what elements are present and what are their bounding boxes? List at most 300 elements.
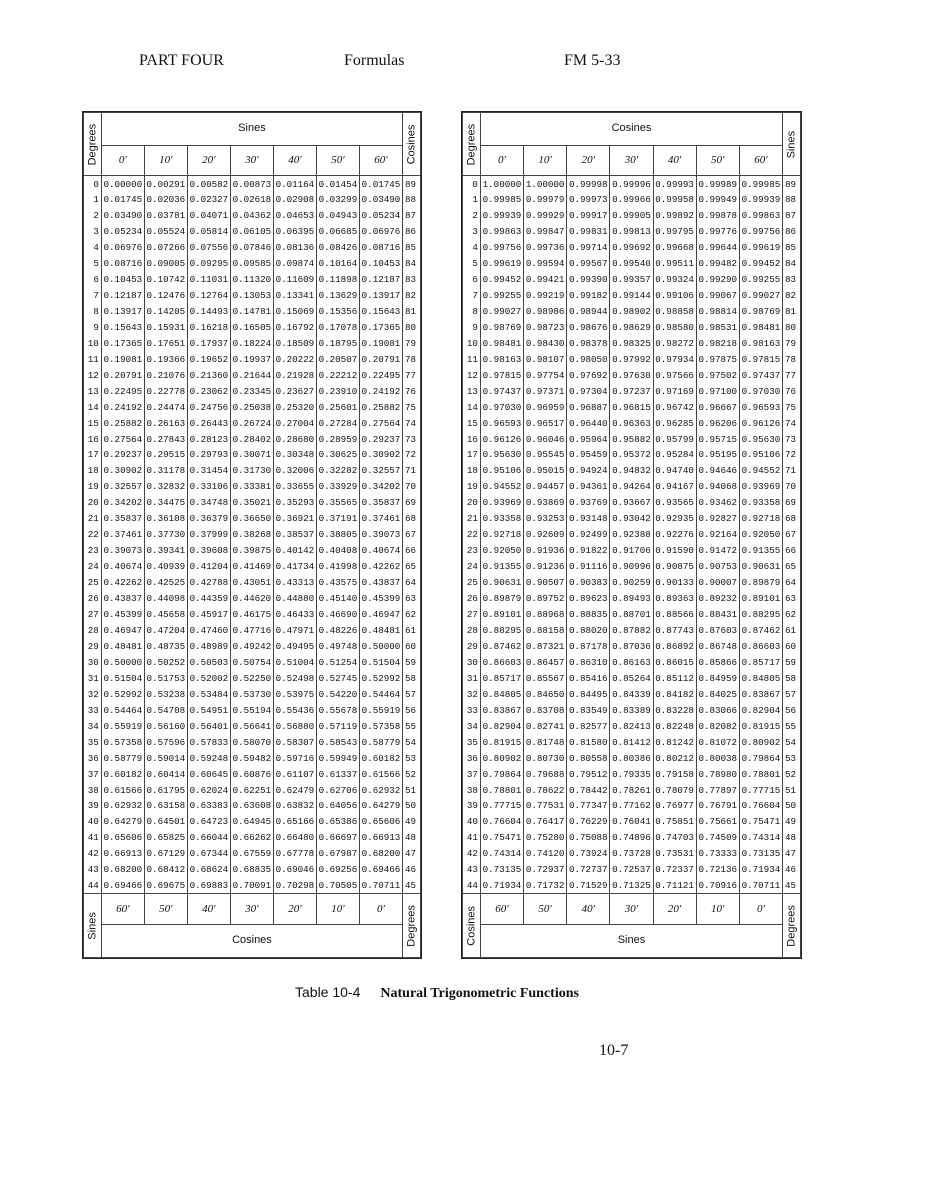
table-cell: 0.09874 xyxy=(273,256,316,272)
table-cell: 0.99182 xyxy=(567,288,610,304)
table-caption xyxy=(295,984,579,1002)
row-complement-degree: 47 xyxy=(403,846,421,862)
table-cell: 0.78980 xyxy=(696,766,739,782)
part-label: PART FOUR xyxy=(139,52,224,69)
table-cell: 0.12187 xyxy=(101,288,144,304)
row-complement-degree: 58 xyxy=(783,670,801,686)
table-row xyxy=(463,798,801,814)
table-cell: 0.67344 xyxy=(187,846,230,862)
table-cell: 0.32006 xyxy=(273,463,316,479)
table-cell: 0.03490 xyxy=(101,208,144,224)
table-cell: 0.66913 xyxy=(359,830,402,846)
table-row xyxy=(463,304,801,320)
table-cell: 0.25601 xyxy=(316,399,359,415)
table-cell: 0.98481 xyxy=(480,335,523,351)
table-cell: 0.85717 xyxy=(739,655,782,671)
table-cell: 0.95106 xyxy=(739,447,782,463)
row-degree: 8 xyxy=(84,304,102,320)
table-cell: 0.99756 xyxy=(480,240,523,256)
table-cell: 0.48735 xyxy=(144,639,187,655)
column-header: 20′ xyxy=(187,145,230,176)
table-cell: 0.53238 xyxy=(144,686,187,702)
table-cell: 0.80386 xyxy=(610,750,653,766)
table-cell: 0.53730 xyxy=(230,686,273,702)
column-header: 0′ xyxy=(480,145,523,176)
table-row xyxy=(463,192,801,208)
row-degree: 10 xyxy=(463,335,481,351)
table-cell: 0.96126 xyxy=(480,431,523,447)
table-cell: 0.51753 xyxy=(144,670,187,686)
row-complement-degree: 71 xyxy=(403,463,421,479)
table-cell: 0.81580 xyxy=(567,734,610,750)
table-cell: 0.12764 xyxy=(187,288,230,304)
table-cell: 0.88431 xyxy=(696,607,739,623)
table-cell: 0.99996 xyxy=(610,176,653,192)
row-degree: 36 xyxy=(84,750,102,766)
table-cell: 0.90383 xyxy=(567,575,610,591)
table-cell: 0.99939 xyxy=(480,208,523,224)
table-cell: 0.34202 xyxy=(101,495,144,511)
table-cell: 0.32282 xyxy=(316,463,359,479)
table-cell: 0.74703 xyxy=(653,830,696,846)
table-cell: 0.01745 xyxy=(101,192,144,208)
table-cell: 0.99795 xyxy=(653,224,696,240)
table-cell: 0.29237 xyxy=(101,447,144,463)
table-cell: 0.95015 xyxy=(524,463,567,479)
row-complement-degree: 73 xyxy=(403,431,421,447)
table-cell: 0.98163 xyxy=(480,351,523,367)
table-cell: 0.51254 xyxy=(316,655,359,671)
table-row xyxy=(84,256,421,272)
table-cell: 0.75471 xyxy=(739,814,782,830)
row-complement-degree: 45 xyxy=(403,878,421,894)
table-title-top: Cosines xyxy=(480,113,782,146)
row-complement-degree: 55 xyxy=(403,718,421,734)
page-number: 10-7 xyxy=(599,1042,629,1059)
table-cell: 0.79335 xyxy=(610,766,653,782)
row-degree: 12 xyxy=(463,367,481,383)
table-cell: 0.99567 xyxy=(567,256,610,272)
table-cell: 0.73135 xyxy=(739,846,782,862)
table-cell: 0.24756 xyxy=(187,399,230,415)
row-degree: 16 xyxy=(463,431,481,447)
table-cell: 0.76604 xyxy=(480,814,523,830)
column-header: 60′ xyxy=(359,145,402,176)
row-complement-degree: 66 xyxy=(403,543,421,559)
table-cell: 0.47460 xyxy=(187,623,230,639)
table-cell: 0.98378 xyxy=(567,335,610,351)
row-degree: 29 xyxy=(84,639,102,655)
table-cell: 0.73924 xyxy=(567,846,610,862)
table-cell: 0.20222 xyxy=(273,351,316,367)
row-complement-degree: 88 xyxy=(783,192,801,208)
row-complement-degree: 68 xyxy=(783,511,801,527)
table-cell: 0.70711 xyxy=(739,878,782,894)
table-cell: 0.36650 xyxy=(230,511,273,527)
table-cell: 0.85567 xyxy=(524,670,567,686)
row-degree: 27 xyxy=(84,607,102,623)
table-cell: 0.92718 xyxy=(480,527,523,543)
table-cell: 0.95545 xyxy=(524,447,567,463)
row-degree: 42 xyxy=(463,846,481,862)
table-cell: 0.24192 xyxy=(101,399,144,415)
table-cell: 0.80902 xyxy=(480,750,523,766)
table-cell: 0.81242 xyxy=(653,734,696,750)
table-cell: 0.24192 xyxy=(359,383,402,399)
table-cell: 0.08716 xyxy=(101,256,144,272)
table-row xyxy=(463,511,801,527)
column-header: 40′ xyxy=(273,145,316,176)
table-cell: 0.60182 xyxy=(359,750,402,766)
table-cell: 0.93462 xyxy=(696,495,739,511)
table-cell: 0.60876 xyxy=(230,766,273,782)
table-cell: 0.52745 xyxy=(316,670,359,686)
table-row xyxy=(84,543,421,559)
table-cell: 0.62932 xyxy=(101,798,144,814)
table-cell: 0.52992 xyxy=(359,670,402,686)
row-complement-degree: 55 xyxy=(783,718,801,734)
table-row xyxy=(463,319,801,335)
table-row xyxy=(463,782,801,798)
table-row xyxy=(463,734,801,750)
row-degree: 18 xyxy=(463,463,481,479)
table-cell: 0.97934 xyxy=(653,351,696,367)
table-cell: 0.46947 xyxy=(359,607,402,623)
row-complement-degree: 53 xyxy=(783,750,801,766)
table-cell: 0.40674 xyxy=(359,543,402,559)
table-cell: 0.99813 xyxy=(610,224,653,240)
table-cell: 0.86310 xyxy=(567,655,610,671)
table-cell: 0.55919 xyxy=(101,718,144,734)
table-cell: 0.71529 xyxy=(567,878,610,894)
table-cell: 0.08136 xyxy=(273,240,316,256)
row-complement-degree: 57 xyxy=(403,686,421,702)
table-cell: 0.05814 xyxy=(187,224,230,240)
row-complement-degree: 74 xyxy=(783,415,801,431)
table-cell: 0.08716 xyxy=(359,240,402,256)
table-row xyxy=(463,335,801,351)
row-degree: 22 xyxy=(463,527,481,543)
table-cell: 0.28402 xyxy=(230,431,273,447)
table-cell: 0.92388 xyxy=(610,527,653,543)
table-cell: 0.65606 xyxy=(101,830,144,846)
table-cell: 0.59949 xyxy=(316,750,359,766)
table-cell: 0.40142 xyxy=(273,543,316,559)
table-cell: 0.21076 xyxy=(144,367,187,383)
row-complement-degree: 82 xyxy=(783,288,801,304)
row-complement-degree: 66 xyxy=(783,543,801,559)
table-cell: 0.98629 xyxy=(610,319,653,335)
table-cell: 0.02036 xyxy=(144,192,187,208)
table-cell: 0.96126 xyxy=(739,415,782,431)
table-cell: 0.98163 xyxy=(739,335,782,351)
table-cell: 0.81915 xyxy=(739,718,782,734)
table-cell: 0.54220 xyxy=(316,686,359,702)
table-cell: 0.96363 xyxy=(610,415,653,431)
row-degree: 43 xyxy=(84,862,102,878)
table-cell: 0.76977 xyxy=(653,798,696,814)
table-row xyxy=(463,527,801,543)
row-degree: 3 xyxy=(84,224,102,240)
table-cell: 0.93769 xyxy=(567,495,610,511)
table-cell: 0.73135 xyxy=(480,862,523,878)
table-cell: 0.57358 xyxy=(101,734,144,750)
table-cell: 0.46433 xyxy=(273,607,316,623)
table-cell: 0.46175 xyxy=(230,607,273,623)
table-row xyxy=(463,479,801,495)
column-header: 30′ xyxy=(610,145,653,176)
row-complement-degree: 85 xyxy=(403,240,421,256)
table-cell: 0.53975 xyxy=(273,686,316,702)
table-cell: 0.40408 xyxy=(316,543,359,559)
row-degree: 25 xyxy=(463,575,481,591)
column-header: 40′ xyxy=(653,145,696,176)
table-cell: 0.45917 xyxy=(187,607,230,623)
table-cell: 0.57833 xyxy=(187,734,230,750)
row-complement-degree: 69 xyxy=(783,495,801,511)
table-row xyxy=(463,383,801,399)
table-cell: 0.13053 xyxy=(230,288,273,304)
table-row xyxy=(84,224,421,240)
table-cell: 0.82741 xyxy=(524,718,567,734)
table-cell: 0.62251 xyxy=(230,782,273,798)
table-cell: 0.41469 xyxy=(230,559,273,575)
table-cell: 0.66262 xyxy=(230,830,273,846)
table-row xyxy=(84,814,421,830)
row-complement-degree: 77 xyxy=(783,367,801,383)
table-row xyxy=(84,750,421,766)
table-cell: 0.68624 xyxy=(187,862,230,878)
table-cell: 0.37191 xyxy=(316,511,359,527)
table-cell: 0.99985 xyxy=(480,192,523,208)
table-cell: 0.59248 xyxy=(187,750,230,766)
row-complement-degree: 81 xyxy=(783,304,801,320)
row-degree: 5 xyxy=(463,256,481,272)
row-complement-degree: 80 xyxy=(403,319,421,335)
row-complement-degree: 79 xyxy=(403,335,421,351)
row-complement-degree: 74 xyxy=(403,415,421,431)
column-header: 20′ xyxy=(567,145,610,176)
row-degree: 1 xyxy=(84,192,102,208)
table-cell: 0.07266 xyxy=(144,240,187,256)
table-cell: 0.25882 xyxy=(101,415,144,431)
table-cell: 0.30348 xyxy=(273,447,316,463)
column-footer: 10′ xyxy=(316,894,359,925)
row-complement-degree: 59 xyxy=(783,655,801,671)
table-cell: 0.99540 xyxy=(610,256,653,272)
table-cell: 0.95459 xyxy=(567,447,610,463)
row-complement-degree: 85 xyxy=(783,240,801,256)
table-cell: 0.83867 xyxy=(739,686,782,702)
table-cell: 0.32557 xyxy=(101,479,144,495)
row-degree: 30 xyxy=(463,655,481,671)
row-complement-degree: 56 xyxy=(403,702,421,718)
table-cell: 0.63383 xyxy=(187,798,230,814)
row-complement-degree: 49 xyxy=(783,814,801,830)
table-cell: 0.35565 xyxy=(316,495,359,511)
table-cell: 0.51504 xyxy=(359,655,402,671)
table-row xyxy=(84,367,421,383)
table-cell: 0.47204 xyxy=(144,623,187,639)
row-complement-degree: 76 xyxy=(403,383,421,399)
row-complement-degree: 71 xyxy=(783,463,801,479)
table-cell: 0.14205 xyxy=(144,304,187,320)
table-cell: 0.01164 xyxy=(273,176,316,192)
row-complement-degree: 50 xyxy=(403,798,421,814)
row-degree: 21 xyxy=(84,511,102,527)
table-row xyxy=(463,862,801,878)
table-cell: 0.86892 xyxy=(653,639,696,655)
table-cell: 0.99255 xyxy=(739,272,782,288)
table-cell: 0.26443 xyxy=(187,415,230,431)
table-cell: 0.84805 xyxy=(480,686,523,702)
table-cell: 0.00000 xyxy=(101,176,144,192)
table-row xyxy=(463,543,801,559)
table-cell: 0.33106 xyxy=(187,479,230,495)
row-complement-degree: 81 xyxy=(403,304,421,320)
table-cell: 0.80558 xyxy=(567,750,610,766)
table-row xyxy=(463,463,801,479)
table-cell: 0.23910 xyxy=(316,383,359,399)
row-complement-degree: 86 xyxy=(783,224,801,240)
column-footer: 40′ xyxy=(187,894,230,925)
table-row xyxy=(463,702,801,718)
table-cell: 0.20791 xyxy=(359,351,402,367)
table-row xyxy=(463,623,801,639)
table-cell: 0.74896 xyxy=(610,830,653,846)
table-cell: 0.99958 xyxy=(653,192,696,208)
table-cell: 0.50252 xyxy=(144,655,187,671)
table-cell: 0.94167 xyxy=(653,479,696,495)
table-cell: 0.98902 xyxy=(610,304,653,320)
table-cell: 0.16792 xyxy=(273,319,316,335)
row-complement-degree: 51 xyxy=(403,782,421,798)
column-footer: 0′ xyxy=(739,894,782,925)
row-degree: 44 xyxy=(463,878,481,894)
table-cell: 0.97566 xyxy=(653,367,696,383)
table-cell: 0.96593 xyxy=(739,399,782,415)
row-complement-degree: 67 xyxy=(403,527,421,543)
row-degree: 40 xyxy=(84,814,102,830)
table-row xyxy=(463,607,801,623)
table-cell: 0.80730 xyxy=(524,750,567,766)
table-cell: 0.65825 xyxy=(144,830,187,846)
row-degree: 44 xyxy=(84,878,102,894)
table-cell: 0.65606 xyxy=(359,814,402,830)
table-cell: 0.97630 xyxy=(610,367,653,383)
row-complement-degree: 70 xyxy=(783,479,801,495)
table-cell: 0.99949 xyxy=(696,192,739,208)
table-cell: 0.06685 xyxy=(316,224,359,240)
table-cell: 0.79158 xyxy=(653,766,696,782)
table-cell: 0.98676 xyxy=(567,319,610,335)
table-cell: 0.44880 xyxy=(273,591,316,607)
table-cell: 0.10742 xyxy=(144,272,187,288)
table-row xyxy=(463,846,801,862)
table-cell: 0.75471 xyxy=(480,830,523,846)
table-cell: 0.75851 xyxy=(653,814,696,830)
table-cell: 0.91236 xyxy=(524,559,567,575)
table-cell: 0.56401 xyxy=(187,718,230,734)
table-row xyxy=(84,639,421,655)
table-cell: 0.74314 xyxy=(480,846,523,862)
table-cell: 0.05234 xyxy=(101,224,144,240)
table-cell: 0.89879 xyxy=(480,591,523,607)
left-top-heading: Degrees xyxy=(463,113,481,176)
column-footer: 20′ xyxy=(653,894,696,925)
row-degree: 17 xyxy=(463,447,481,463)
row-degree: 39 xyxy=(84,798,102,814)
manual-id: FM 5-33 xyxy=(564,52,621,69)
table-row xyxy=(463,814,801,830)
row-degree: 6 xyxy=(84,272,102,288)
row-complement-degree: 54 xyxy=(783,734,801,750)
table-cell: 0.04943 xyxy=(316,208,359,224)
table-cell: 0.23627 xyxy=(273,383,316,399)
row-degree: 20 xyxy=(84,495,102,511)
table-cell: 0.61566 xyxy=(359,766,402,782)
table-cell: 0.94646 xyxy=(696,463,739,479)
row-complement-degree: 84 xyxy=(783,256,801,272)
table-cell: 0.31178 xyxy=(144,463,187,479)
table-cell: 0.99979 xyxy=(524,192,567,208)
table-cell: 1.00000 xyxy=(524,176,567,192)
table-cell: 0.19081 xyxy=(101,351,144,367)
table-cell: 0.97030 xyxy=(480,399,523,415)
table-cell: 0.98814 xyxy=(696,304,739,320)
table-row xyxy=(84,670,421,686)
table-cell: 0.99594 xyxy=(524,256,567,272)
table-cell: 0.82904 xyxy=(480,718,523,734)
row-degree: 5 xyxy=(84,256,102,272)
table-cell: 0.86015 xyxy=(653,655,696,671)
table-cell: 0.99966 xyxy=(610,192,653,208)
row-degree: 28 xyxy=(463,623,481,639)
table-cell: 0.31454 xyxy=(187,463,230,479)
table-cell: 0.87036 xyxy=(610,639,653,655)
table-row xyxy=(84,415,421,431)
table-cell: 0.62932 xyxy=(359,782,402,798)
table-cell: 0.28959 xyxy=(316,431,359,447)
table-cell: 0.03490 xyxy=(359,192,402,208)
table-cell: 0.92935 xyxy=(653,511,696,527)
table-cell: 0.33381 xyxy=(230,479,273,495)
table-cell: 0.91355 xyxy=(739,543,782,559)
table-cell: 0.15643 xyxy=(101,319,144,335)
table-cell: 0.97992 xyxy=(610,351,653,367)
table-cell: 0.98218 xyxy=(696,335,739,351)
column-header: 10′ xyxy=(144,145,187,176)
table-cell: 0.64501 xyxy=(144,814,187,830)
table-cell: 0.89101 xyxy=(480,607,523,623)
table-row xyxy=(84,591,421,607)
table-cell: 0.58307 xyxy=(273,734,316,750)
table-cell: 0.99714 xyxy=(567,240,610,256)
table-cell: 0.71121 xyxy=(653,878,696,894)
table-cell: 0.67559 xyxy=(230,846,273,862)
row-complement-degree: 89 xyxy=(783,176,801,192)
table-cell: 0.32557 xyxy=(359,463,402,479)
table-cell: 0.04362 xyxy=(230,208,273,224)
table-cell: 0.76604 xyxy=(739,798,782,814)
column-footer: 0′ xyxy=(359,894,402,925)
table-cell: 0.24474 xyxy=(144,399,187,415)
table-cell: 0.99847 xyxy=(524,224,567,240)
table-cell: 0.98580 xyxy=(653,319,696,335)
table-cell: 0.67778 xyxy=(273,846,316,862)
table-cell: 0.84182 xyxy=(653,686,696,702)
table-cell: 0.90996 xyxy=(610,559,653,575)
